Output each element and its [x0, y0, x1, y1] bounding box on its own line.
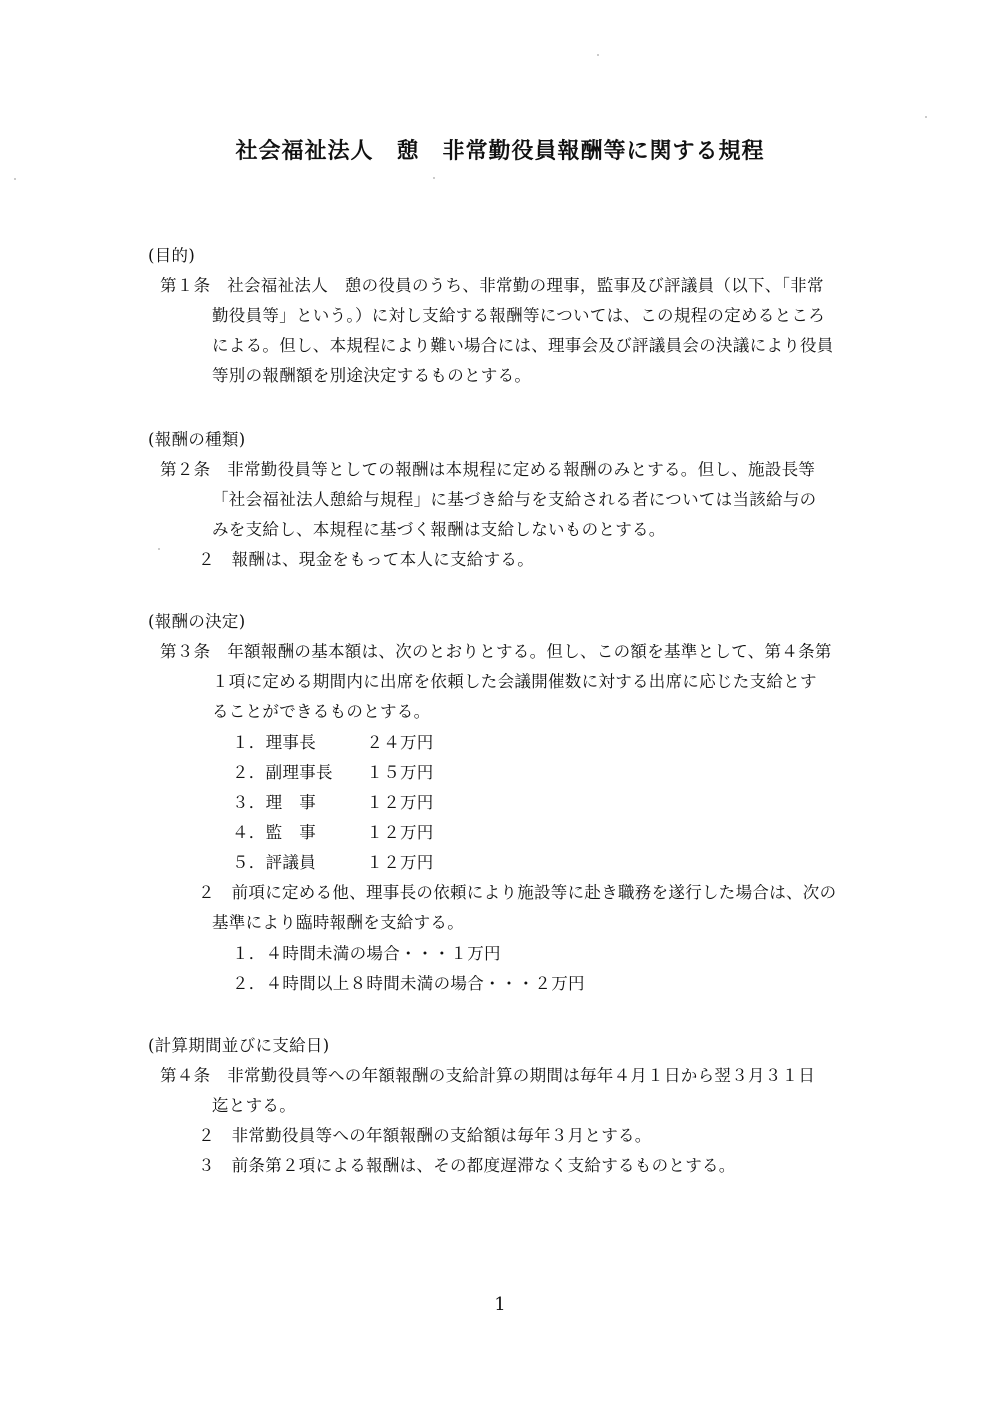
section-heading-types: (報酬の種類): [148, 430, 246, 449]
article-2-line-2: 「社会福祉法人憩給与規程」に基づき給与を支給される者については当該給与の: [212, 490, 817, 509]
article-4-item-2: ２ 非常勤役員等への年額報酬の支給額は毎年３月とする。: [198, 1126, 652, 1145]
article-3-line-3: ることができるものとする。: [212, 702, 431, 721]
article-3-line-2: １項に定める期間内に出席を依頼した会議開催数に対する出席に応じた支給とす: [212, 672, 817, 691]
fee-row-director: ３．理 事 １２万円: [232, 793, 434, 812]
scan-speck: [433, 177, 435, 179]
section-heading-purpose: (目的): [148, 246, 196, 265]
article-2-item-2: ２ 報酬は、現金をもって本人に支給する。: [198, 550, 534, 569]
temp-fee-row-1: １．４時間未満の場合・・・１万円: [232, 944, 501, 963]
article-1-line-2: 勤役員等」という。）に対し支給する報酬等については、この規程の定めるところ: [212, 306, 826, 325]
fee-row-vice-chairman: ２．副理事長 １５万円: [232, 763, 434, 782]
article-3-line-1: 第３条 年額報酬の基本額は、次のとおりとする。但し、この額を基準として、第４条第: [160, 642, 832, 661]
article-4-line-2: 迄とする。: [212, 1096, 296, 1115]
article-1-line-4: 等別の報酬額を別途決定するものとする。: [212, 366, 532, 385]
scan-speck: [158, 548, 160, 550]
page-title: 社会福祉法人 憩 非常勤役員報酬等に関する規程: [235, 138, 765, 164]
article-3-item-2-line-2: 基準により臨時報酬を支給する。: [212, 913, 464, 932]
fee-row-chairman: １．理事長 ２４万円: [232, 733, 434, 752]
article-2-line-3: みを支給し、本規程に基づく報酬は支給しないものとする。: [212, 520, 666, 539]
article-3-item-2-line-1: ２ 前項に定める他、理事長の依頼により施設等に赴き職務を遂行した場合は、次の: [198, 883, 837, 902]
temp-fee-row-2: ２．４時間以上８時間未満の場合・・・２万円: [232, 974, 585, 993]
article-2-line-1: 第２条 非常勤役員等としての報酬は本規程に定める報酬のみとする。但し、施設長等: [160, 460, 816, 479]
section-heading-period: (計算期間並びに支給日): [148, 1036, 330, 1055]
scan-speck: [14, 178, 16, 180]
article-1-line-3: による。但し、本規程により難い場合には、理事会及び評議員会の決議により役員: [212, 336, 834, 355]
article-4-line-1: 第４条 非常勤役員等への年額報酬の支給計算の期間は毎年４月１日から翌３月３１日: [160, 1066, 816, 1085]
section-heading-decision: (報酬の決定): [148, 612, 246, 631]
page-number: 1: [494, 1294, 506, 1315]
scan-speck: [925, 116, 927, 118]
scan-speck: [597, 54, 599, 56]
fee-row-councilor: ５．評議員 １２万円: [232, 853, 434, 872]
fee-row-auditor: ４．監 事 １２万円: [232, 823, 434, 842]
article-4-item-3: ３ 前条第２項による報酬は、その都度遅滞なく支給するものとする。: [198, 1156, 736, 1175]
article-1-line-1: 第１条 社会福祉法人 憩の役員のうち、非常勤の理事，監事及び評議員（以下、「非常: [160, 276, 824, 295]
